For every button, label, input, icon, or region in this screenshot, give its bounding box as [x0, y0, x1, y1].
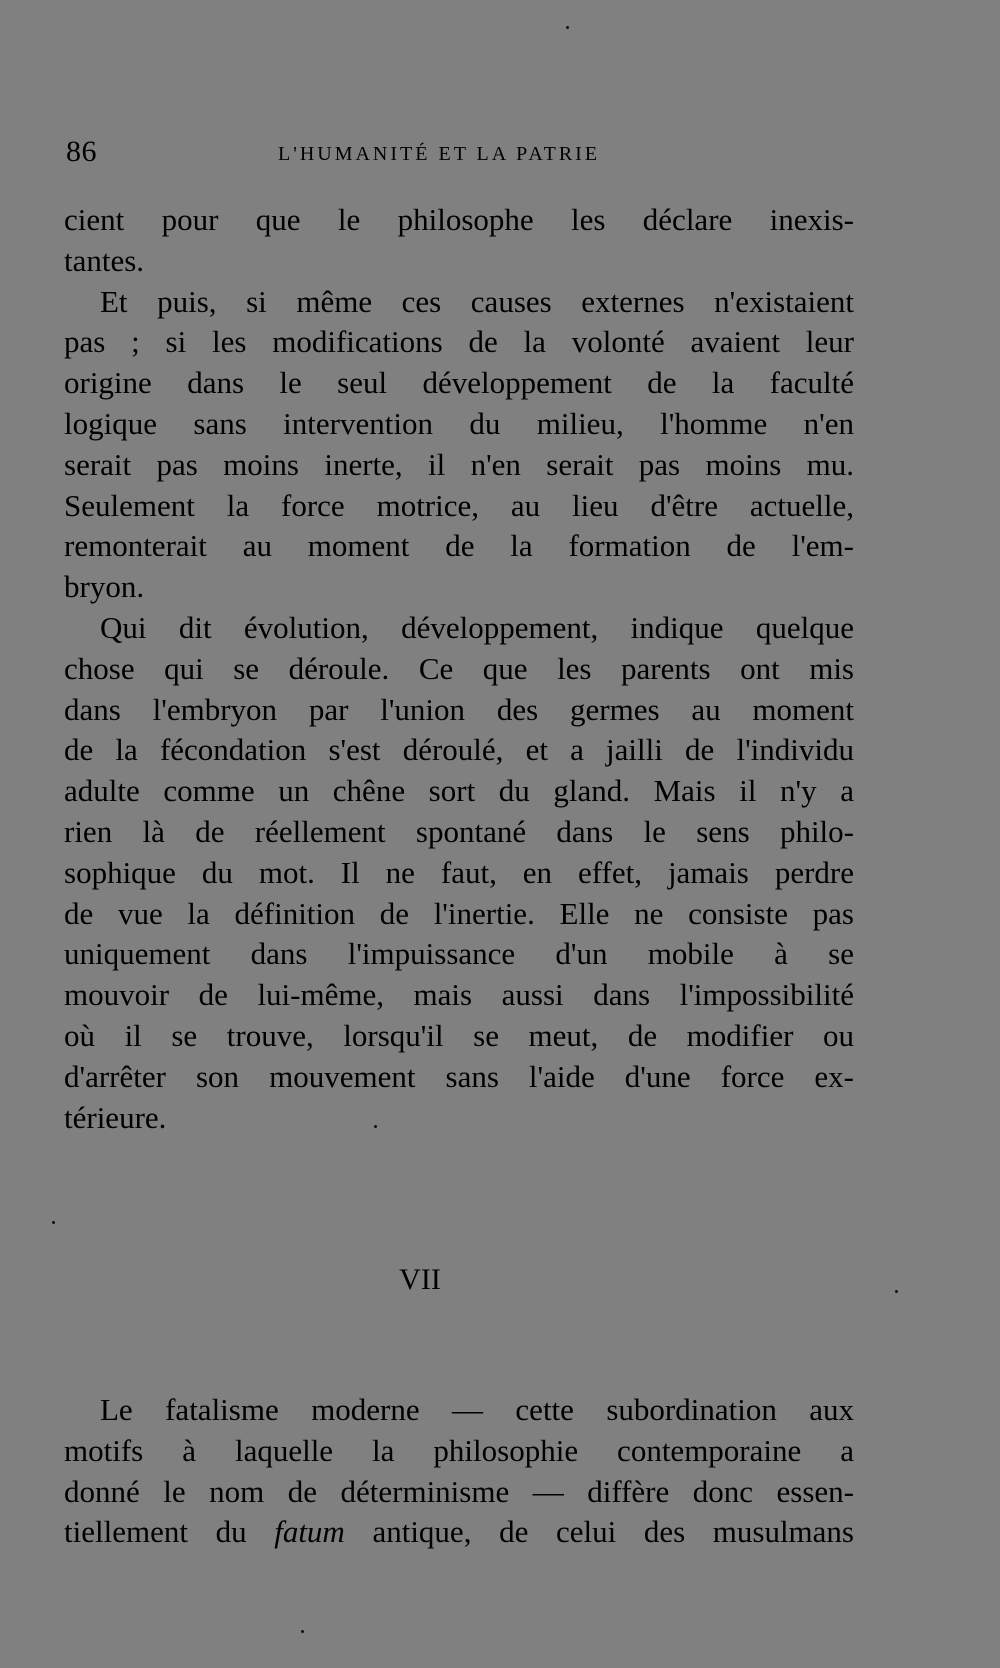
text-line: logique sans intervention du milieu, l'homme n'en	[64, 405, 854, 441]
scan-speck	[895, 1290, 898, 1293]
text-line: chose qui se déroule. Ce que les parents ont mis	[64, 650, 854, 686]
section-heading: VII	[399, 1263, 441, 1296]
text-line: tantes.	[64, 242, 145, 278]
text-line: Qui dit évolution, développement, indique quelque	[100, 609, 854, 645]
scan-speck	[301, 1630, 304, 1633]
text-line: remonterait au moment de la formation de l'em-	[64, 528, 854, 564]
scan-speck	[52, 1221, 55, 1224]
scan-speck	[566, 26, 569, 29]
text-line: Le fatalisme moderne — cette subordination aux	[100, 1392, 854, 1427]
text-line: de vue la définition de l'inertie. Elle ne consiste pas	[64, 895, 854, 931]
text-line: bryon.	[64, 569, 145, 605]
body-text-section-2	[64, 1390, 854, 1553]
text-line: sophique du mot. Il ne faut, en effet, jamais perdre	[64, 854, 854, 890]
text-line: où il se trouve, lorsqu'il se meut, de modifier ou	[64, 1017, 854, 1053]
text-line: térieure.	[64, 1099, 167, 1135]
body-text-section-1	[64, 200, 854, 1138]
text-line: uniquement dans l'impuissance d'un mobile à se	[64, 936, 854, 972]
text-line: pas ; si les modifications de la volonté avaient leur	[64, 324, 854, 360]
text-line: mouvoir de lui-même, mais aussi dans l'impossibilité	[64, 977, 854, 1013]
text-fragment: tiellement du	[64, 1514, 275, 1550]
text-line: cient pour que le philosophe les déclare inexis-	[64, 202, 854, 237]
text-line: de la fécondation s'est déroulé, et a jailli de l'individu	[64, 732, 854, 768]
scan-speck	[374, 1125, 377, 1128]
running-title: L'HUMANITÉ ET LA PATRIE	[278, 143, 601, 165]
page-header	[66, 132, 846, 172]
text-line: motifs à laquelle la philosophie contemporaine a	[64, 1432, 854, 1468]
page-number: 86	[66, 135, 97, 168]
text-fragment: antique, de celui des musulmans	[344, 1514, 854, 1550]
text-line: Et puis, si même ces causes externes n'existaient	[100, 283, 854, 319]
text-line: donné le nom de déterminisme — diffère donc essen-	[64, 1473, 854, 1509]
text-line: serait pas moins inerte, il n'en serait pas moins mu.	[64, 446, 854, 482]
text-line: adulte comme un chêne sort du gland. Mais il n'y a	[64, 773, 854, 809]
text-line-with-italic	[64, 1512, 854, 1553]
text-line: origine dans le seul développement de la faculté	[64, 365, 854, 401]
italic-term: fatum	[274, 1514, 345, 1550]
text-line: d'arrêter son mouvement sans l'aide d'une force ex-	[64, 1058, 854, 1094]
text-line: Seulement la force motrice, au lieu d'être actuelle,	[64, 487, 854, 523]
text-line: rien là de réellement spontané dans le sens philo-	[64, 813, 854, 849]
text-line: dans l'embryon par l'union des germes au moment	[64, 691, 854, 727]
